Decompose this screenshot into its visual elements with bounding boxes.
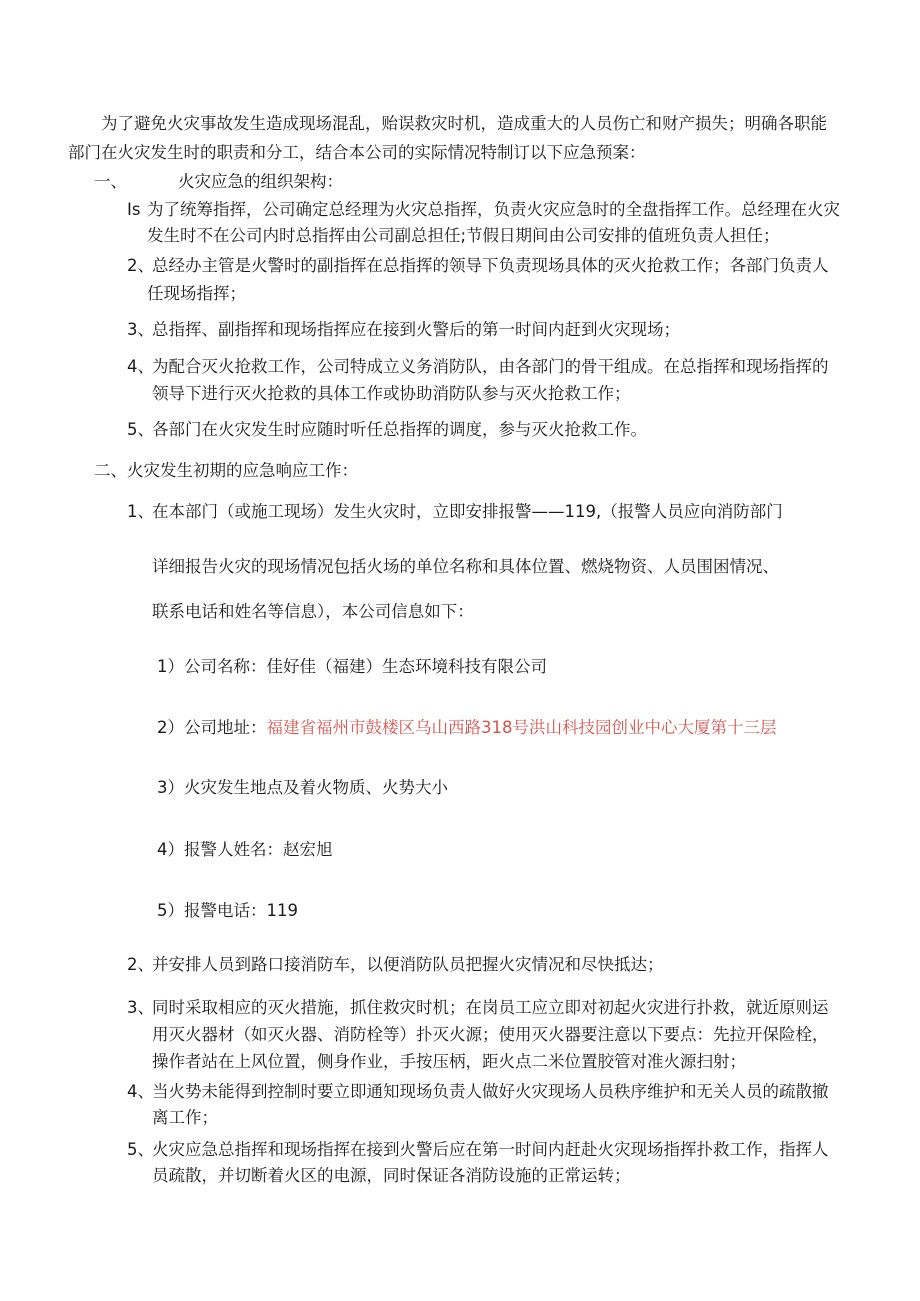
s2-item3-line-2: 用灭火器材（如灭火器、消防栓等）扑灭火源；使用灭火器要注意以下要点：先拉开保险栓， [152, 1025, 829, 1044]
info-alarm-phone [157, 899, 298, 923]
info-label: 3）火灾发生地点及着火物质、火势大小 [157, 778, 448, 797]
s1-item2-line-1: 总经办主管是火警时的副指挥在总指挥的领导下负责现场具体的灭火抢救工作；各部门负责人 [152, 256, 829, 275]
s2-item3-number: 3、 [127, 998, 154, 1017]
s1-item3-number: 3、 [127, 320, 154, 339]
info-label: 1）公司名称： [157, 657, 267, 676]
info-label: 2）公司地址： [157, 718, 267, 737]
s1-item5-number: 5、 [127, 420, 154, 439]
s1-item1-line-1: 为了统筹指挥，公司确定总经理为火灾总指挥，负责火灾应急时的全盘指挥工作。总经理在火灾 [147, 200, 840, 219]
s2-item1-line-3: 联系电话和姓名等信息），本公司信息如下： [152, 602, 474, 621]
intro-line-1: 为了避免火灾事故发生造成现场混乱，贻误救灾时机，造成重大的人员伤亡和财产损失；明确各职能 [101, 114, 827, 133]
info-address-value: 福建省福州市鼓楼区乌山西路318号洪山科技园创业中心大厦第十三层 [266, 718, 777, 737]
s1-item2-line-2: 任现场指挥； [147, 284, 246, 303]
s1-item4-line-1: 为配合灭火抢救工作，公司特成立义务消防队，由各部门的骨干组成。在总指挥和现场指挥的 [152, 357, 829, 376]
s2-item3-line-1: 同时采取相应的灭火措施，抓住救灾时机；在岗员工应立即对初起火灾进行扑救，就近原则运 [152, 998, 829, 1017]
s2-item3-line-3: 操作者站在上风位置，侧身作业，手按压柄，距火点二米位置胶管对准火源扫射； [152, 1052, 746, 1071]
intro-line-2: 部门在火灾发生时的职责和分工，结合本公司的实际情况特制订以下应急预案： [68, 143, 646, 162]
s1-item5-line-1: 各部门在火灾发生时应随时听任总指挥的调度，参与灭火抢救工作。 [152, 420, 647, 439]
s2-item2-number: 2、 [127, 955, 154, 974]
info-company-name [157, 655, 547, 679]
s2-item5-line-1: 火灾应急总指挥和现场指挥在接到火警后应在第一时间内赶赴火灾现场指挥扑救工作，指挥人 [152, 1140, 829, 1159]
section1-title: 火灾应急的组织架构： [178, 172, 343, 191]
s1-item3-line-1: 总指挥、副指挥和现场指挥应在接到火警后的第一时间内赶到火灾现场； [152, 320, 680, 339]
info-value: 佳好佳（福建）生态环境科技有限公司 [266, 657, 547, 676]
info-company-address [157, 716, 777, 740]
s2-item2-line-1: 并安排人员到路口接消防车，以便消防队员把握火灾情况和尽快抵达； [152, 955, 664, 974]
info-value: 赵宏旭 [283, 840, 333, 859]
info-value: 119 [266, 901, 298, 920]
s1-item4-line-2: 领导下进行灭火抢救的具体工作或协助消防队参与灭火抢救工作； [152, 384, 631, 403]
s2-item5-line-2: 员疏散，并切断着火区的电源，同时保证各消防设施的正常运转； [152, 1166, 631, 1185]
s2-item4-line-2: 离工作； [152, 1108, 218, 1127]
s2-item4-number: 4、 [127, 1082, 154, 1101]
s2-item1-line-2: 详细报告火灾的现场情况包括火场的单位名称和具体位置、燃烧物资、人员围困情况、 [152, 557, 779, 576]
info-label: 4）报警人姓名： [157, 840, 283, 859]
info-fire-location [157, 776, 448, 800]
s1-item4-number: 4、 [127, 357, 154, 376]
info-reporter-name [157, 838, 333, 862]
s2-item5-number: 5、 [127, 1140, 154, 1159]
s2-item4-line-1: 当火势未能得到控制时要立即通知现场负责人做好火灾现场人员秩序维护和无关人员的疏散撤 [152, 1082, 829, 1101]
info-label: 5）报警电话： [157, 901, 267, 920]
s1-item1-line-2: 发生时不在公司内时总指挥由公司副总担任;节假日期间由公司安排的值班负责人担任； [147, 226, 780, 245]
s1-item1-number: Is [127, 200, 141, 219]
s2-item1-number: 1、 [127, 502, 154, 521]
section1-number: 一、 [94, 172, 127, 191]
section2-title: 二、火灾发生初期的应急响应工作： [94, 461, 358, 480]
s2-item1-line-1: 在本部门（或施工现场）发生火灾时，立即安排报警——119,（报警人员应向消防部门 [152, 502, 783, 521]
s1-item2-number: 2、 [127, 256, 154, 275]
